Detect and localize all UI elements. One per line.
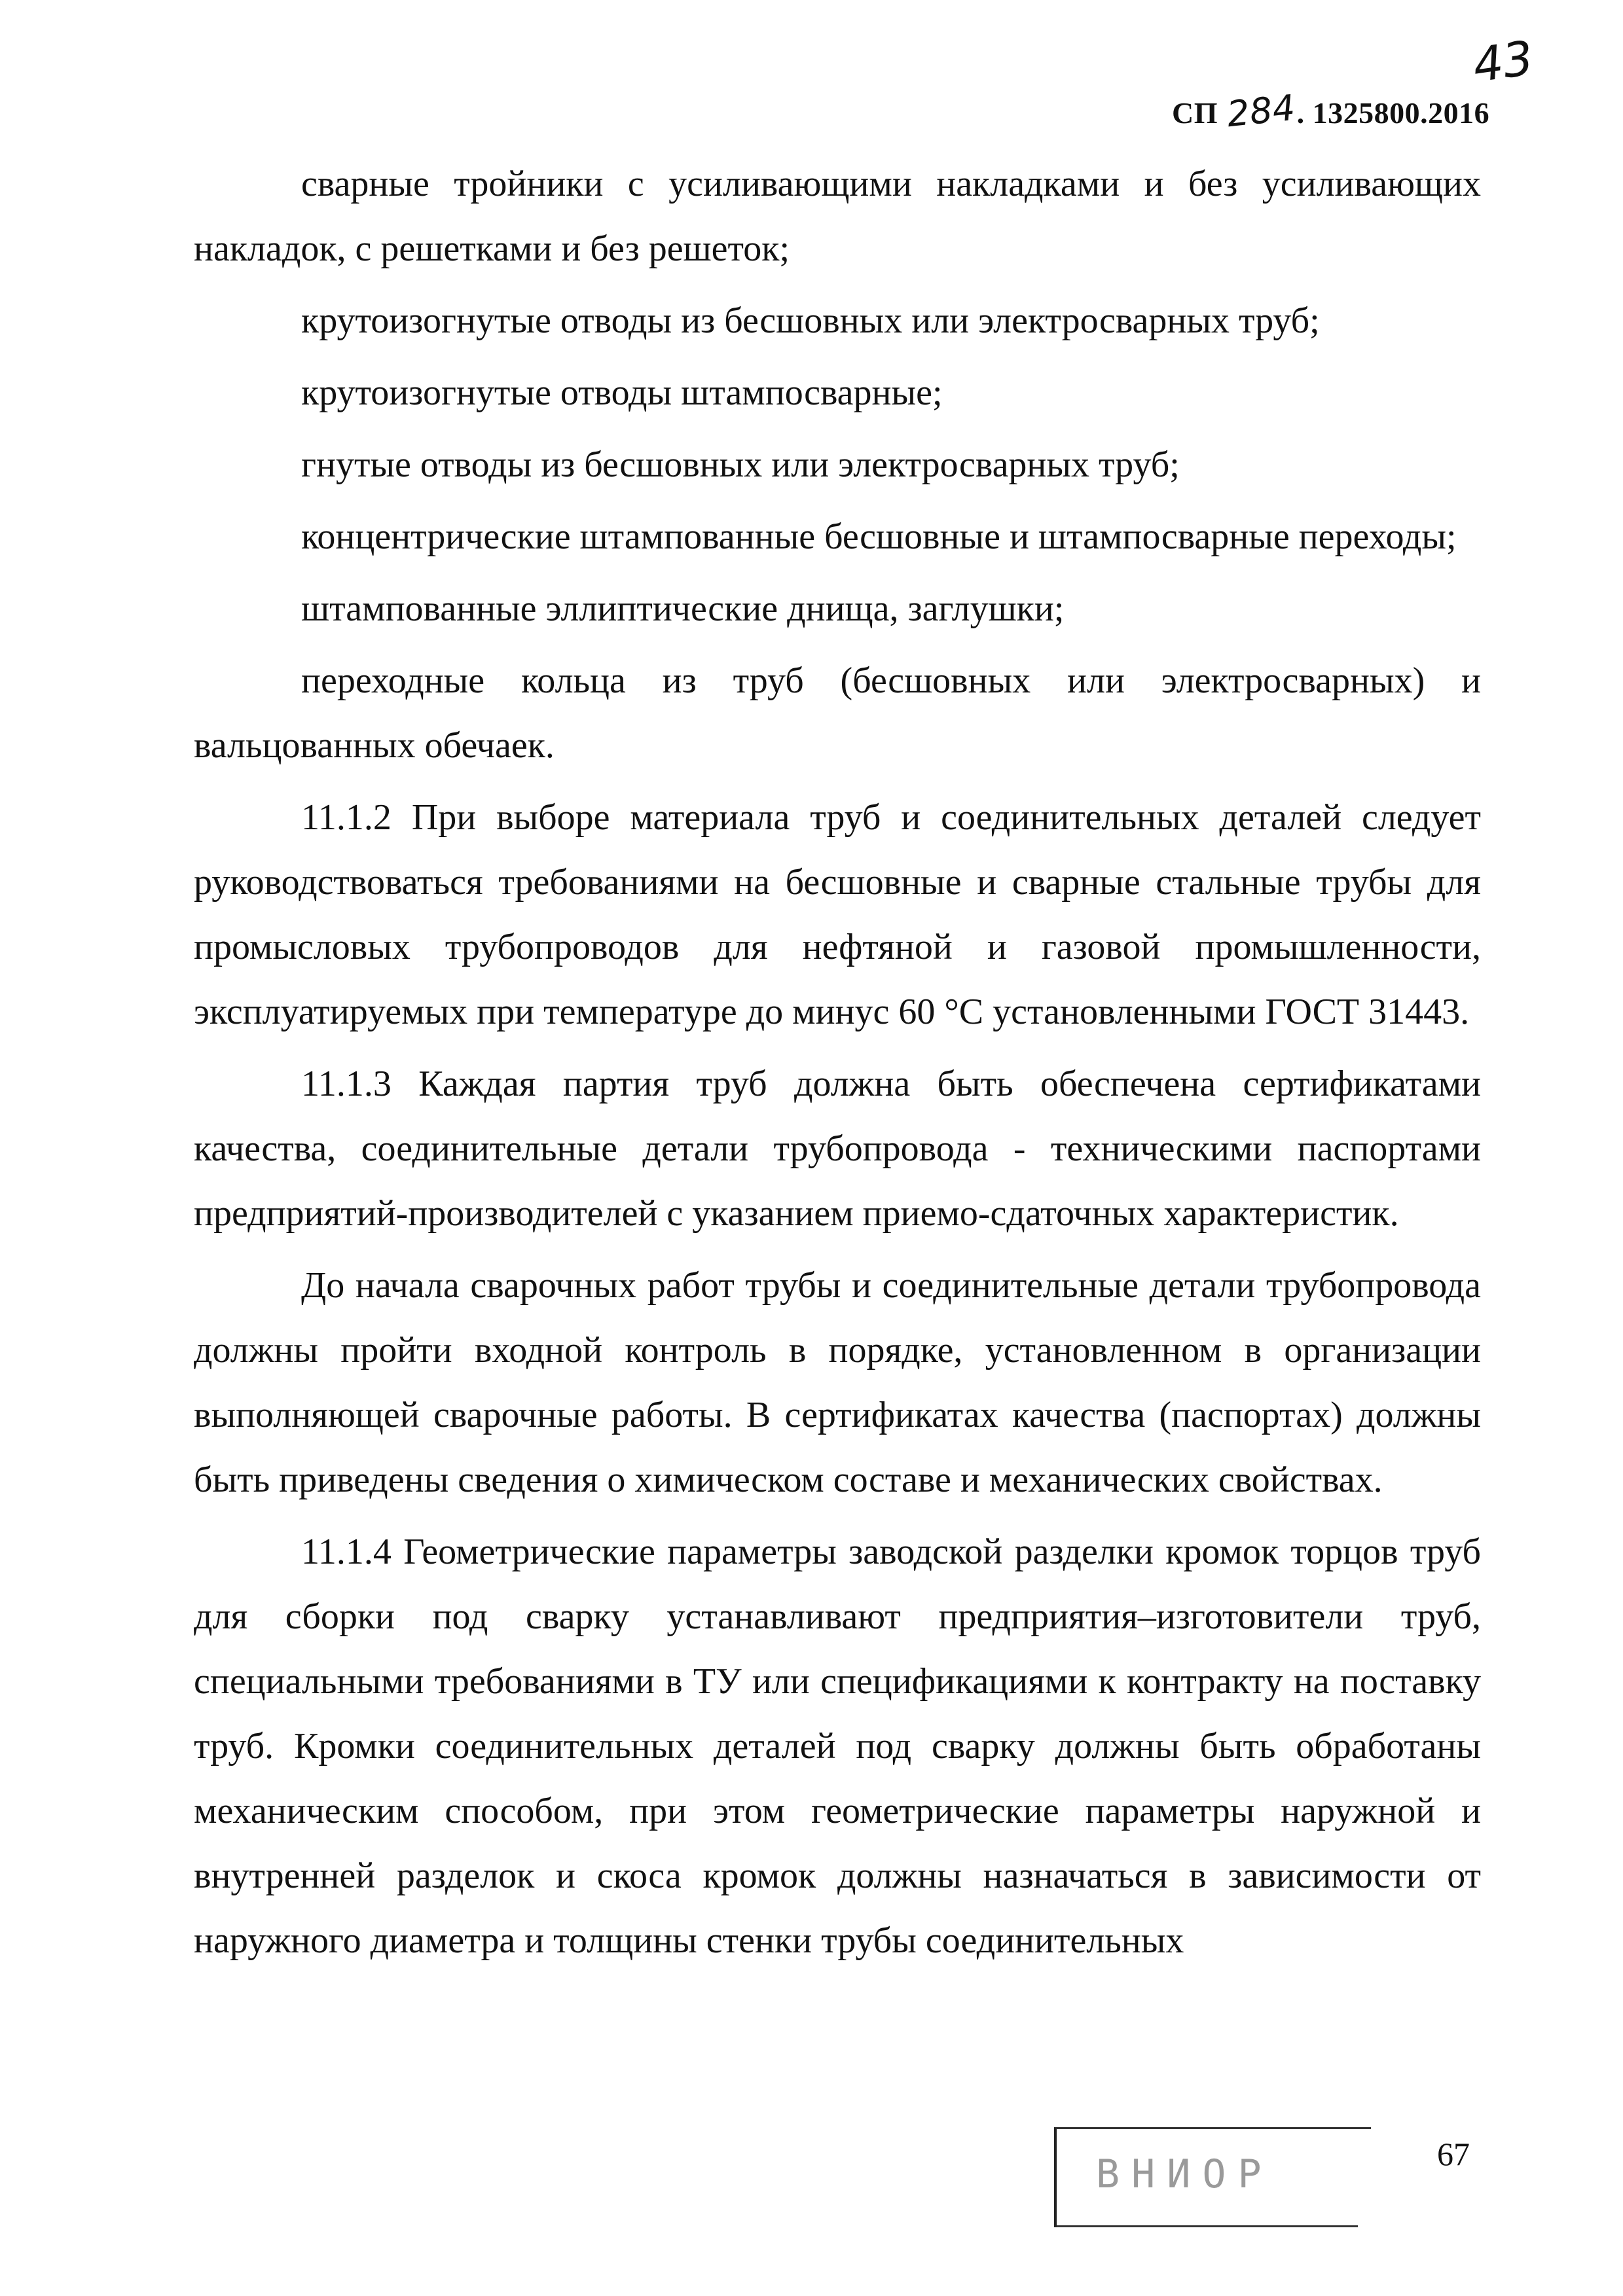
body-text [194, 152, 1481, 1973]
paragraph-bends-seamless: крутоизогнутые отводы из бесшовных или электросварных труб; [301, 300, 1320, 341]
page-number: 67 [1437, 2136, 1470, 2172]
handwritten-standard-number: 284 [1224, 86, 1298, 135]
paragraph-11-1-2: 11.1.2 При выборе материала труб и соединительных деталей следует руководствоваться требованиями на бесшовные и сварные стальные трубы для промысловых трубопроводов для нефтяной и газовой промышленности, эксплуатируемых при температуре до минус 60 °С установленными ГОСТ 31443. [194, 797, 1481, 1032]
paragraph-rings: переходные кольца из труб (бесшовных или электросварных) и вальцованных обечаек. [194, 660, 1481, 766]
header-code: 1325800.2016 [1312, 96, 1490, 130]
handwritten-sheet-number: 43 [1469, 30, 1537, 93]
paragraph-11-1-3: 11.1.3 Каждая партия труб должна быть обеспечена сертификатами качества, соединительные детали трубопровода - техническими паспортами предприятий-производителей с указанием приемо-сдаточных характеристик. [194, 1064, 1481, 1234]
stamp-text: ВНИОР [1096, 2151, 1273, 2197]
paragraph-bent-bends: гнутые отводы из бесшовных или электросварных труб; [301, 444, 1180, 485]
paragraph-11-1-4: 11.1.4 Геометрические параметры заводской разделки кромок торцов труб для сборки под сварку устанавливают предприятия–изготовители труб, специальными требованиями в ТУ или спецификациями к контракту на поставку труб. Кромки соединительных деталей под сварку должны быть обработаны механическим способом, при этом геометрические параметры наружной и внутренней разделок и скоса кромок должны назначаться в зависимости от наружного диаметра и толщины стенки трубы соединительных [194, 1532, 1481, 1961]
paragraph-tees: сварные тройники с усиливающими накладками и без усиливающих накладок, с решетками и без решеток; [194, 164, 1481, 269]
document-header [1172, 86, 1490, 135]
stamp-underline [1057, 2225, 1358, 2227]
header-dot: . [1296, 96, 1305, 130]
registration-stamp [1054, 2127, 1371, 2227]
paragraph-reducers: концентрические штампованные бесшовные и штампосварные переходы; [301, 516, 1457, 557]
paragraph-input-control: До начала сварочных работ трубы и соединительные детали трубопровода должны пройти входной контроль в порядке, установленном в организации выполняющей сварочные работы. В сертификатах качества (паспортах) должны быть приведены сведения о химическом составе и механических свойствах. [194, 1265, 1481, 1500]
paragraph-bends-stamped: крутоизогнутые отводы штампосварные; [301, 372, 943, 413]
paragraph-heads: штампованные эллиптические днища, заглушки; [301, 588, 1065, 629]
header-prefix: СП [1172, 96, 1218, 130]
